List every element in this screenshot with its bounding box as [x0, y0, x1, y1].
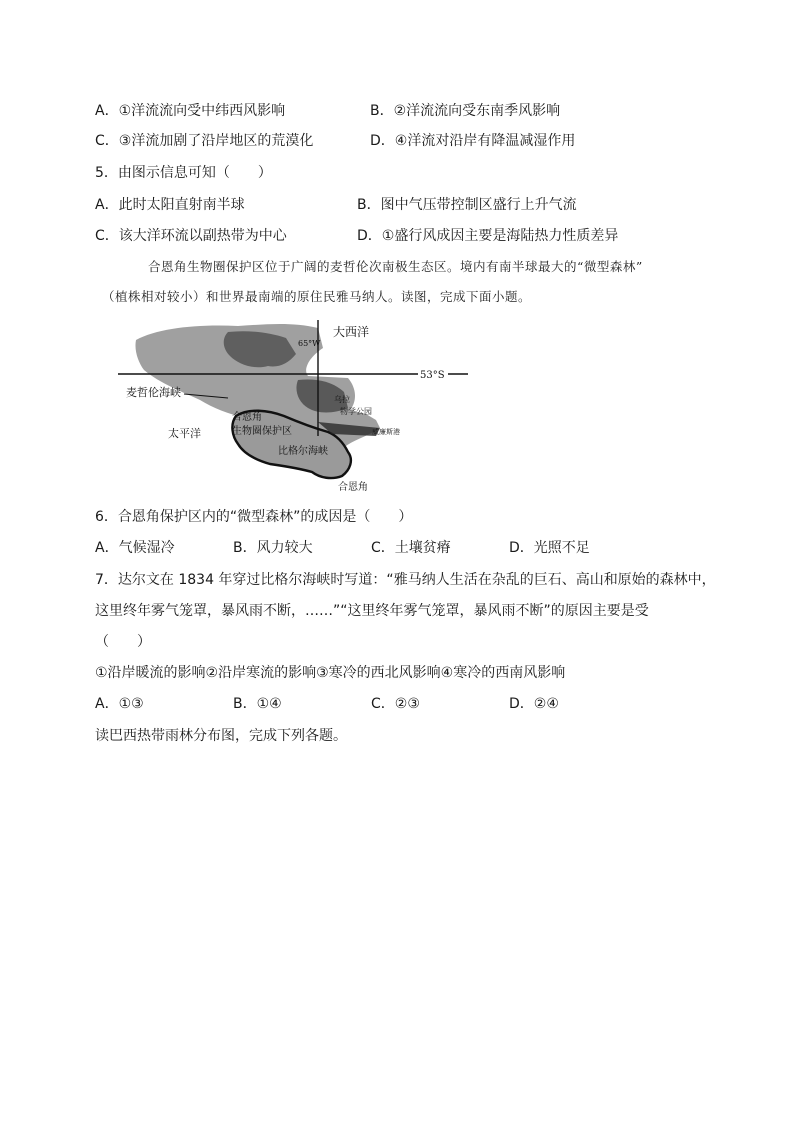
label-pacific: 太平洋: [168, 427, 201, 440]
q7-option-d: D．②④: [509, 696, 559, 712]
q7-choices: ①沿岸暖流的影响②沿岸寒流的影响③寒冷的西北风影响④寒冷的西南风影响: [95, 665, 566, 681]
q5-option-d: D．①盛行风成因主要是海陆热力性质差异: [357, 228, 619, 244]
q4-option-a: A．①洋流流向受中纬西风影响: [95, 103, 286, 119]
q4-option-b: B．②洋流流向受东南季风影响: [370, 103, 561, 119]
q7-option-a: A．①③: [95, 696, 144, 712]
q5-option-a: A．此时太阳直射南半球: [95, 197, 245, 213]
label-latitude: 53°S: [420, 370, 445, 381]
q7-stem-line-2: 这里终年雾气笼罩，暴风雨不断，……”“这里终年雾气笼罩，暴风雨不断”的原因主要是受: [95, 603, 649, 619]
label-longitude: 65°W: [298, 339, 321, 348]
q5-option-b: B．图中气压带控制区盛行上升气流: [357, 197, 577, 213]
label-reserve-1: 合恩角: [232, 412, 262, 423]
q7-option-b: B．①④: [233, 696, 282, 712]
q6-option-c: C．土壤贫瘠: [371, 540, 451, 556]
label-cape-horn: 合恩角: [338, 482, 368, 493]
q5-stem: 5．由图示信息可知（ ）: [95, 165, 272, 181]
q4-option-d: D．④洋流对沿岸有降温减湿作用: [370, 133, 576, 149]
q7-stem-line-3: （ ）: [95, 634, 151, 650]
label-place-2: 物学公园: [340, 407, 372, 416]
label-beagle-channel: 比格尔海峡: [278, 446, 328, 457]
next-section-intro: 读巴西热带雨林分布图，完成下列各题。: [95, 728, 347, 744]
passage-line-1: 合恩角生物圈保护区位于广阔的麦哲伦次南极生态区。境内有南半球最大的“微型森林”: [148, 259, 643, 274]
q6-stem: 6．合恩角保护区内的“微型森林”的成因是（ ）: [95, 509, 413, 525]
q6-option-d: D．光照不足: [509, 540, 590, 556]
q4-option-c: C．③洋流加剧了沿岸地区的荒漠化: [95, 133, 314, 149]
label-magellan-strait: 麦哲伦海峡: [126, 386, 181, 399]
q6-option-a: A．气候湿冷: [95, 540, 175, 556]
passage-line-2: （植株相对较小）和世界最南端的原住民雅马纳人。读图，完成下面小题。: [102, 289, 532, 304]
cape-horn-map: [118, 318, 470, 498]
q6-option-b: B．风力较大: [233, 540, 313, 556]
label-place-1: 乌拉: [334, 395, 350, 404]
q7-option-c: C．②③: [371, 696, 420, 712]
label-reserve-2: 生物圈保护区: [232, 426, 292, 437]
label-atlantic: 大西洋: [333, 325, 370, 339]
q7-stem-line-1: 7．达尔文在 1834 年穿过比格尔海峡时写道：“雅马纳人生活在杂乱的巨石、高山和原始的森林中，: [95, 572, 716, 588]
q5-option-c: C．该大洋环流以副热带为中心: [95, 228, 287, 244]
label-place-3: 威廉斯港: [372, 428, 400, 436]
